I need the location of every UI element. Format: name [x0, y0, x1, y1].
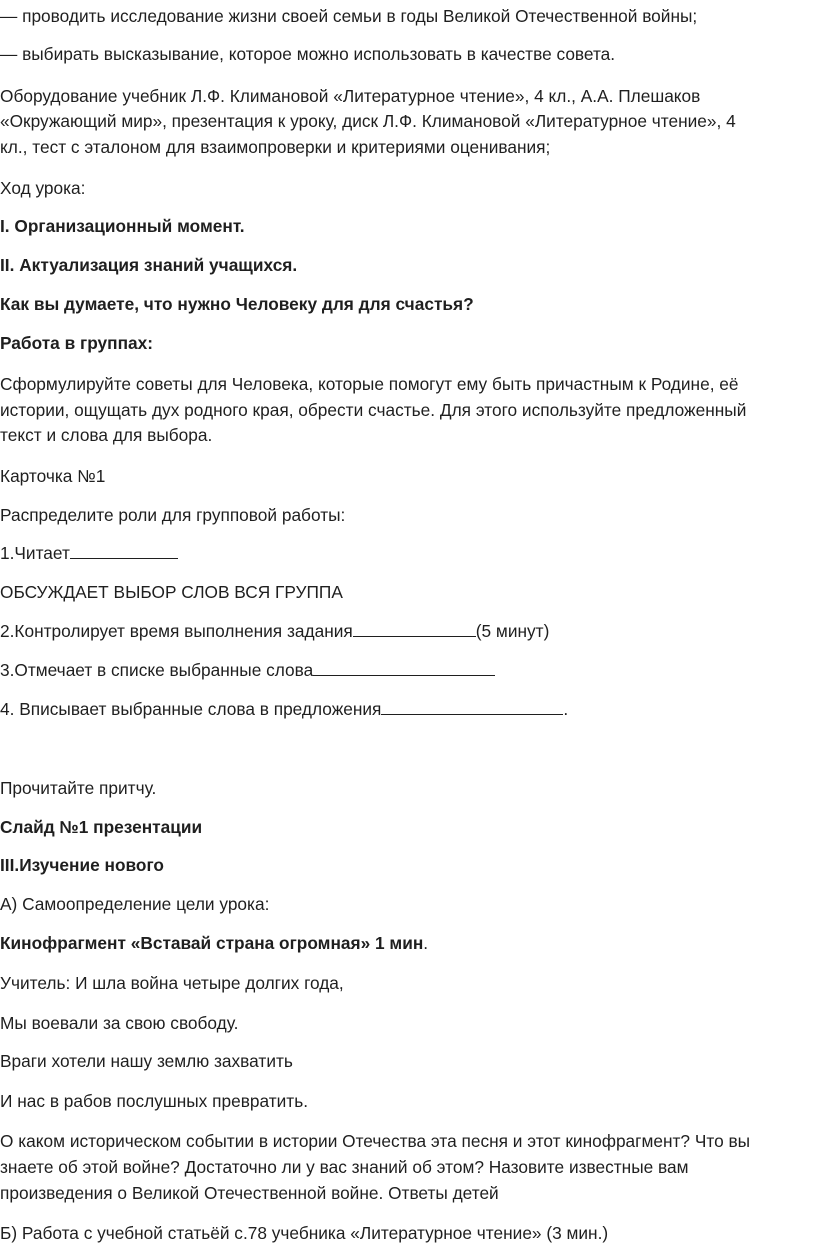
roles-intro: Распределите роли для групповой работы: [0, 505, 346, 525]
role-reader [0, 540, 178, 566]
role-reader-label: 1.Читает [0, 543, 70, 563]
role-marker [0, 657, 495, 683]
questions-line: произведения о Великой Отечественной войне. Ответы детей [0, 1183, 499, 1203]
role-writer-label: 4. Вписывает выбранные слова в предложения [0, 699, 382, 719]
role-writer [0, 696, 568, 722]
role-marker-blank [313, 657, 495, 676]
role-writer-blank [381, 696, 563, 715]
goal-research-family: — проводить исследование жизни своей семьи в годы Великой Отечественной войны; [0, 6, 698, 26]
stage-new-material-heading: III.Изучение нового [0, 855, 164, 875]
questions-line: О каком историческом событии в истории Отечества эта песня и этот кинофрагмент? Что вы [0, 1131, 751, 1151]
self-determination: А) Самоопределение цели урока: [0, 894, 270, 914]
film-fragment-period: . [423, 933, 429, 953]
task-line: текст и слова для выбора. [0, 425, 213, 445]
equipment-line: «Окружающий мир», презентация к уроку, диск Л.Ф. Климановой «Литературное чтение», 4 [0, 111, 736, 131]
read-parable: Прочитайте притчу. [0, 778, 157, 798]
task-line: Сформулируйте советы для Человека, которые помогут ему быть причастным к Родине, её [0, 374, 739, 394]
group-work-heading: Работа в группах: [0, 333, 153, 353]
card-title: Карточка №1 [0, 466, 106, 486]
poem-line: Учитель: И шла война четыре долгих года, [0, 973, 344, 993]
role-timekeeper-label: 2.Контролирует время выполнения задания [0, 621, 353, 641]
poem-line: Враги хотели нашу землю захватить [0, 1051, 293, 1071]
film-fragment [0, 930, 428, 956]
poem-line: И нас в рабов послушных превратить. [0, 1091, 309, 1111]
role-marker-label: 3.Отмечает в списке выбранные слова [0, 660, 314, 680]
task-line: истории, ощущать дух родного края, обрести счастье. Для этого используйте предложенный [0, 400, 747, 420]
equipment-line: Оборудование учебник Л.Ф. Климановой «Литературное чтение», 4 кл., А.А. Плешаков [0, 86, 701, 106]
questions-line: знаете об этой войне? Достаточно ли у вас знаний об этом? Назовите известные вам [0, 1157, 689, 1177]
slide-1-heading: Слайд №1 презентации [0, 817, 203, 837]
role-timekeeper-blank [353, 618, 476, 637]
role-timekeeper-time: (5 минут) [475, 621, 550, 641]
poem-line: Мы воевали за свою свободу. [0, 1013, 239, 1033]
role-writer-period: . [563, 699, 569, 719]
group-discusses-note: ОБСУЖДАЕТ ВЫБОР СЛОВ ВСЯ ГРУППА [0, 582, 343, 602]
stage-organizational-heading: I. Организационный момент. [0, 216, 245, 236]
film-fragment-title: Кинофрагмент «Вставай страна огромная» 1 мин [0, 933, 424, 953]
happiness-question: Как вы думаете, что нужно Человеку для для счастья? [0, 294, 474, 314]
goal-choose-statement: — выбирать высказывание, которое можно использовать в качестве совета. [0, 44, 616, 64]
equipment-line: кл., тест с эталоном для взаимопроверки и критериями оценивания; [0, 137, 551, 157]
role-reader-blank [70, 540, 178, 559]
lesson-flow-heading: Ход урока: [0, 178, 86, 198]
textbook-work: Б) Работа с учебной статьёй с.78 учебника «Литературное чтение» (3 мин.) [0, 1223, 609, 1243]
stage-actualization-heading: II. Актуализация знаний учащихся. [0, 255, 298, 275]
role-timekeeper [0, 618, 549, 644]
